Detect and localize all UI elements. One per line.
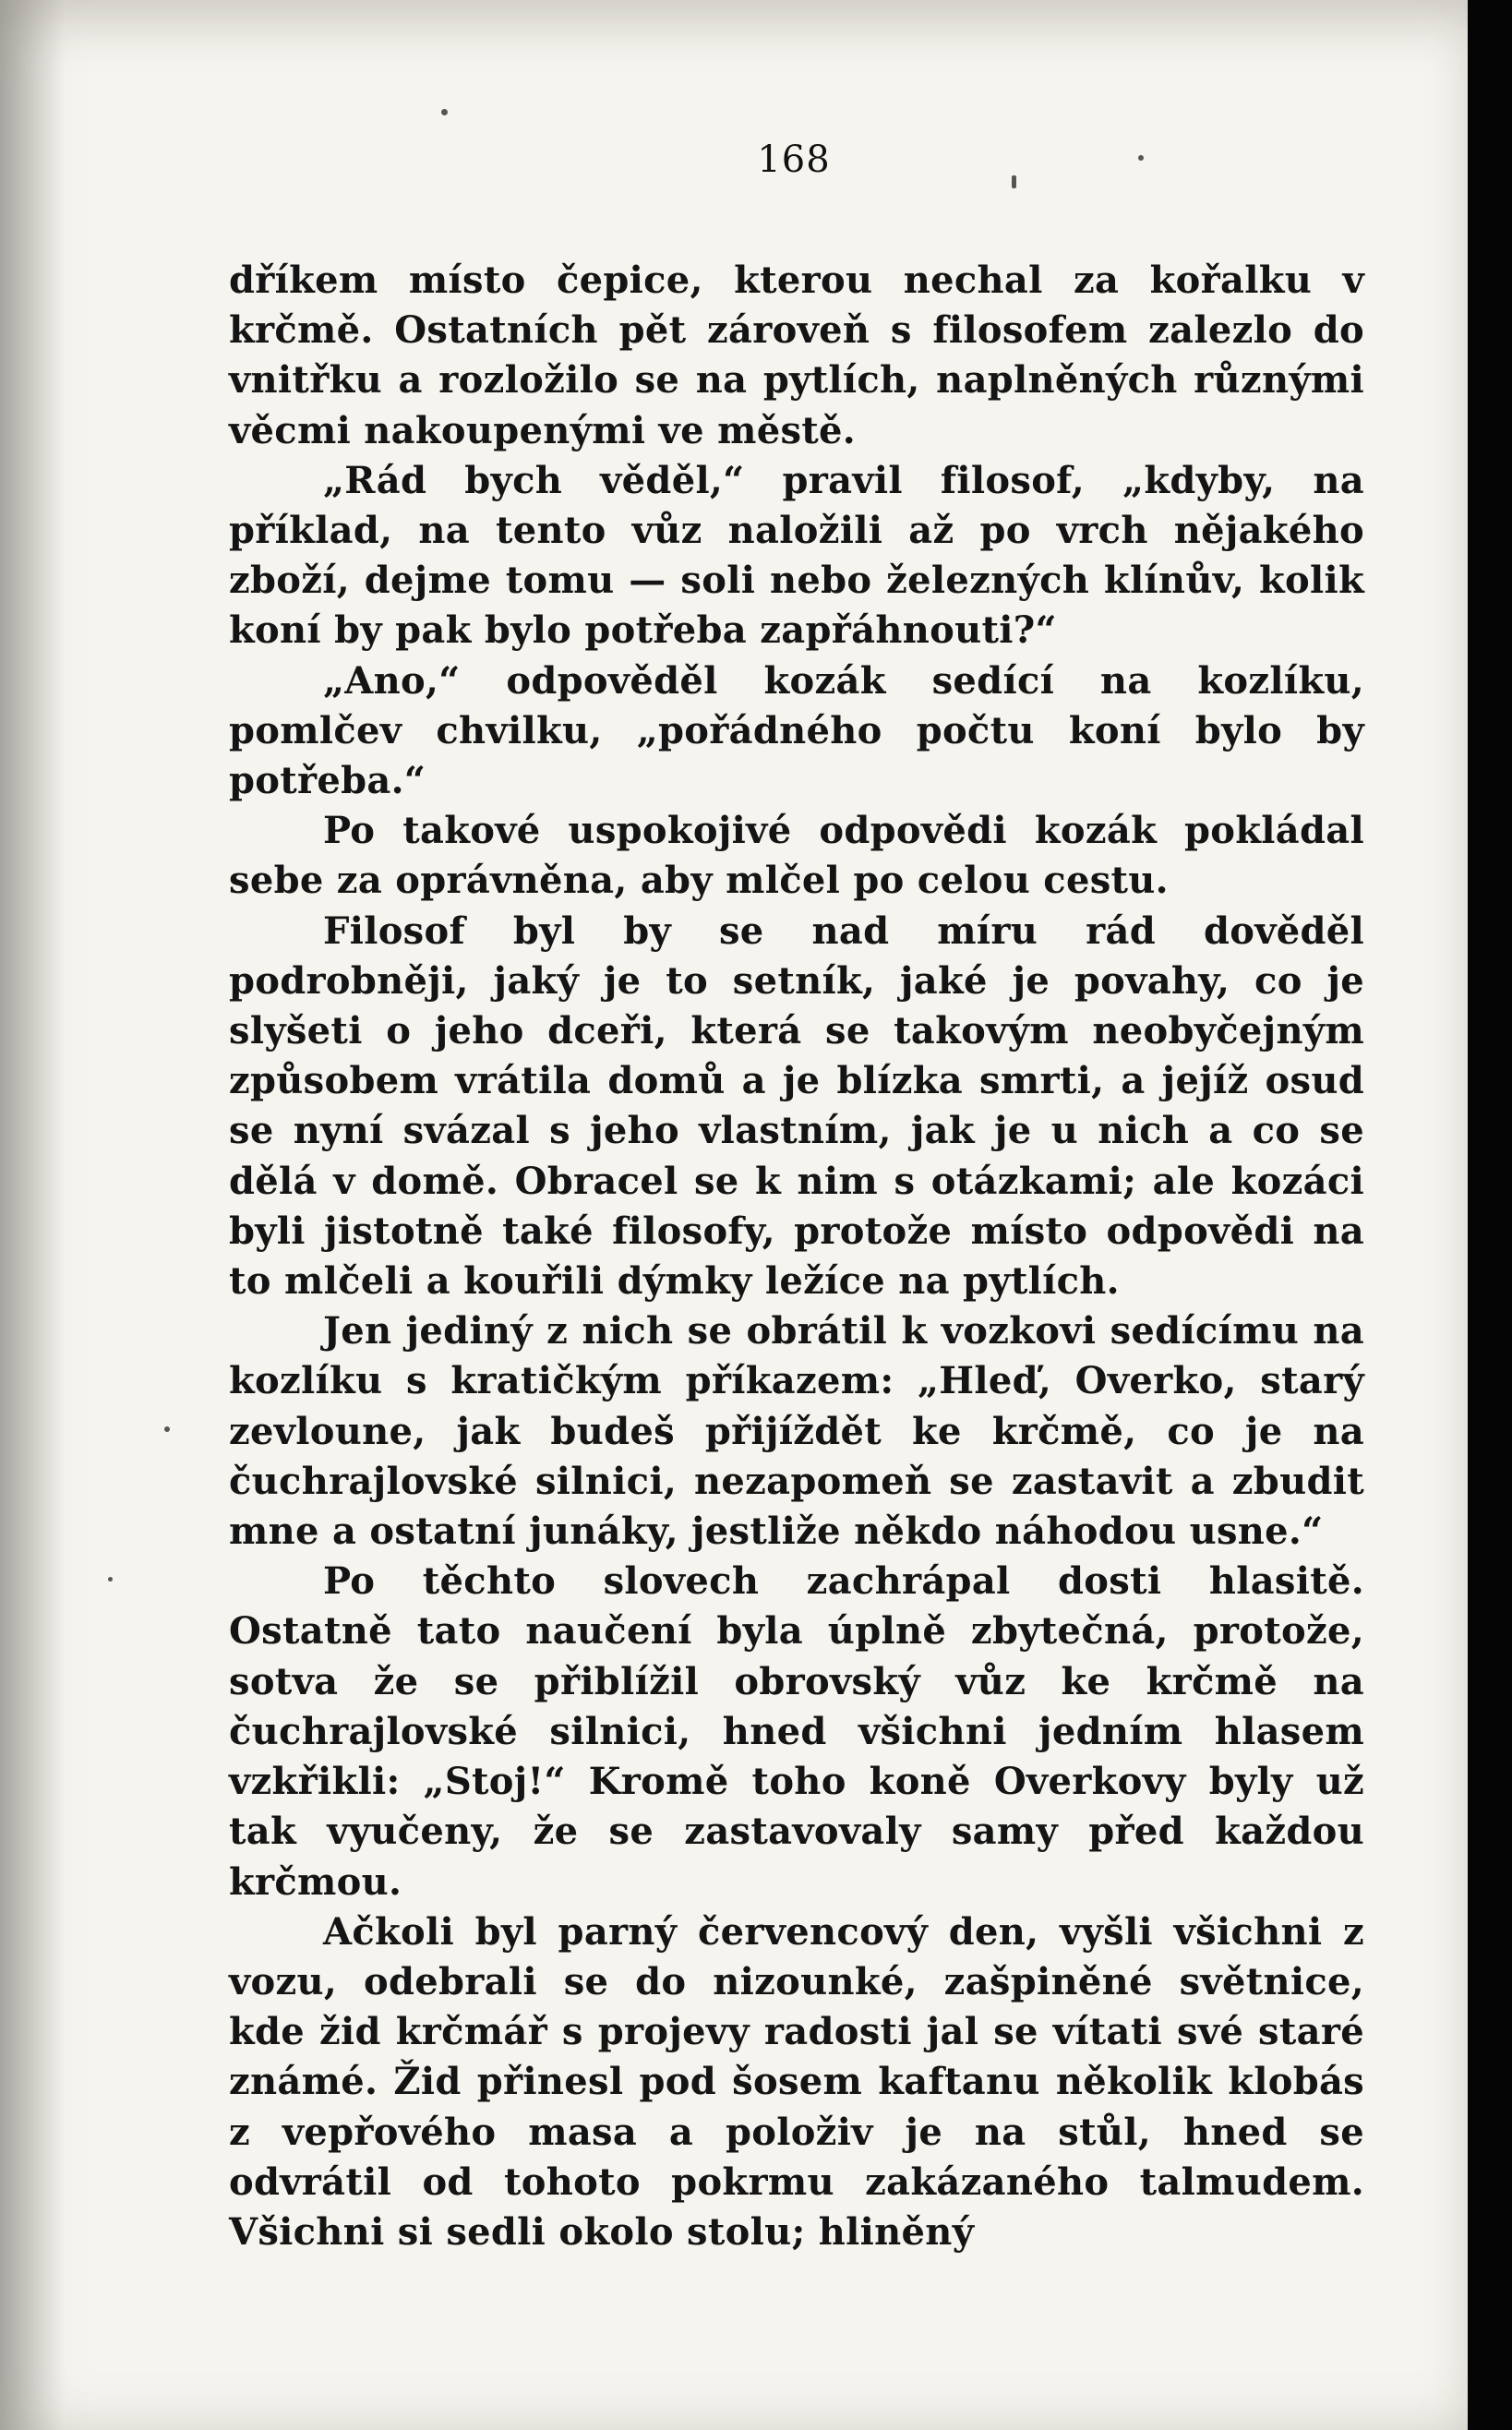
page-text xyxy=(229,256,1364,2257)
paragraph: Po takové uspokojivé odpovědi kozák pokládal sebe za oprávněna, aby mlčel po celou cestu. xyxy=(229,809,1364,903)
page-gutter-shadow xyxy=(0,0,65,2430)
paragraph: „Rád bych věděl,“ pravil filosof, „kdyby, na příklad, na tento vůz naložili až po vrch nějakého zboží, dejme tomu — soli nebo železných klínův, kolik koní by pak bylo potřeba zapřáhnouti?“ xyxy=(229,458,1364,653)
scan-speck xyxy=(441,109,448,115)
page-number: 168 xyxy=(757,138,831,181)
paragraph: dříkem místo čepice, kterou nechal za kořalku v krčmě. Ostatních pět zároveň s filosofem zalezlo do vnitřku a rozložilo se na pytlích, naplněných různými věcmi nakoupenými ve městě. xyxy=(229,259,1364,452)
paragraph: Jen jediný z nich se obrátil k vozkovi sedícímu na kozlíku s kratičkým příkazem: „Hleď, Overko, starý zevloune, jak budeš přijíždět ke krčmě, co je na čuchrajlovské silnici, nezapomeň se zastavit a zbudit mne a ostatní junáky, jestliže někdo náhodou usne.“ xyxy=(229,1309,1364,1554)
scan-speck xyxy=(164,1426,170,1432)
scan-border xyxy=(1468,0,1512,2430)
paragraph: „Ano,“ odpověděl kozák sedící na kozlíku, pomlčev chvilku, „pořádného počtu koní bylo by potřeba.“ xyxy=(229,658,1364,803)
scan-speck xyxy=(108,1577,113,1582)
paragraph: Po těchto slovech zachrápal dosti hlasitě. Ostatně tato naučení byla úplně zbytečná, protože, sotva že se přiblížil obrovský vůz ke krčmě na čuchrajlovské silnici, hned všichni jedním hlasem vzkřikli: „Stoj!“ Kromě toho koně Overkovy byly už tak vyučeny, že se zastavovaly samy před každou krčmou. xyxy=(229,1559,1364,1904)
paragraph: Filosof byl by se nad míru rád dověděl podrobněji, jaký je to setník, jaké je povahy, co je slyšeti o jeho dceři, která se takovým neobyčejným způsobem vrátila domů a je blízka smrti, a jejíž osud se nyní svázal s jeho vlastním, jak je u nich a co se dělá v domě. Obracel se k nim s otázkami; ale kozáci byli jistotně také filosofy, protože místo odpovědi na to mlčeli a kouřili dýmky ležíce na pytlích. xyxy=(229,908,1364,1304)
paragraph: Ačkoli byl parný červencový den, vyšli všichni z vozu, odebrali se do nizounké, zašpiněné světnice, kde žid krčmář s projevy radosti jal se vítati své staré známé. Žid přinesl pod šosem kaftanu několik klobás z vepřového masa a položiv je na stůl, hned se odvrátil od tohoto pokrmu zakázaného talmudem. Všichni si sedli okolo stolu; hliněný xyxy=(229,1909,1364,2254)
